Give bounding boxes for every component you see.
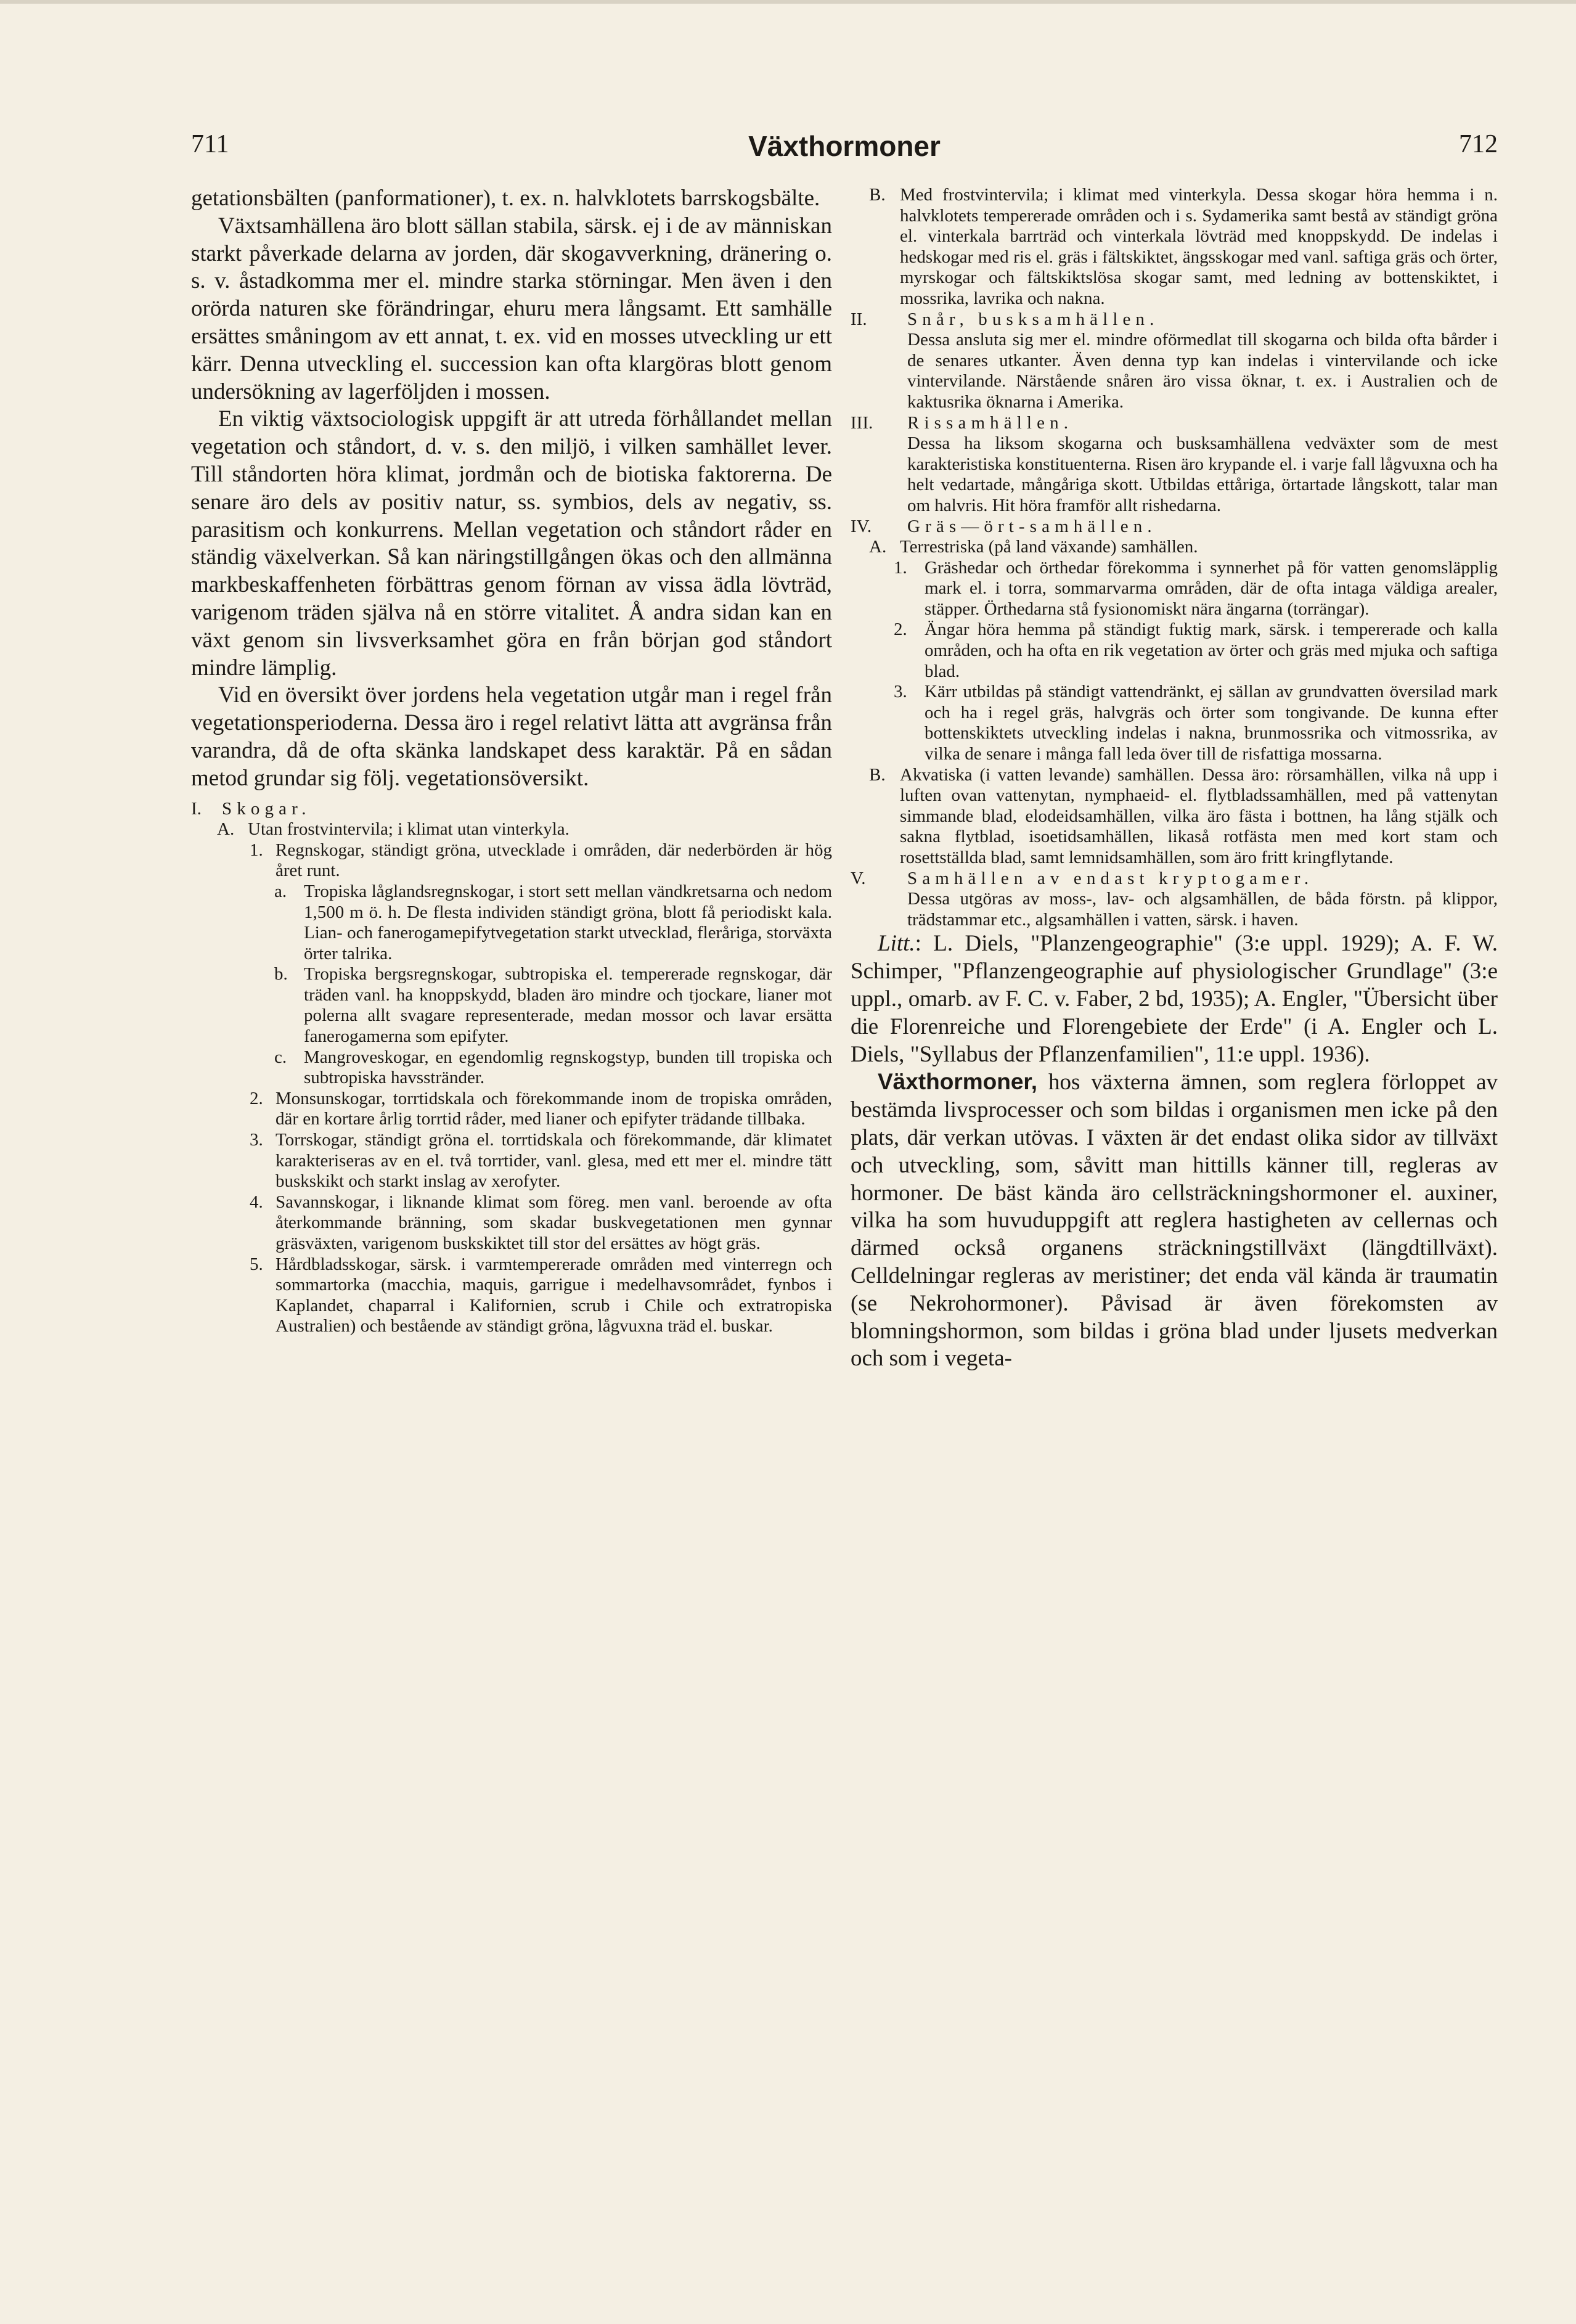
outline-label: A. xyxy=(217,819,235,840)
outline-title: Gräs—ört-samhällen. xyxy=(907,516,1157,536)
article-text: hos växterna ämnen, som reglera förloppet av bestämda livsprocesser och som bildas i organismen men icke på den plats, där verkan utövas. I växten är det endast olika sidor av tillväxt och utveckling, som, såvitt man hittills känner till, regleras av hormoner. De bäst kända äro cellsträckningshormoner el. auxiner, vilka ha som huvuduppgift att reglera hastigheten av cellernas och därmed också organens sträckningstillväxt (längdtillväxt). Celldelningar regleras av meristiner; det enda väl kända är traumatin (se Nekrohormoner). Påvisad är även förekomsten av blomningshormon, som bildas i gröna blad under ljusets medverkan och som i vegeta- xyxy=(851,1070,1498,1372)
article-headword: Växthormoner, xyxy=(878,1069,1038,1095)
outline-item-2 xyxy=(250,1089,832,1130)
outline-item-IV xyxy=(851,517,1498,538)
outline-text: Gräshedar och örthedar förekomma i synnerhet på för vatten genomsläpplig mark el. i torra, sommarvarma områden, där de ofta intaga väldiga arealer, stäpper. Örthedarna stå fysionomiskt nära ängarna (torrängar). xyxy=(925,557,1498,619)
outline-item-A xyxy=(217,819,832,840)
literature-paragraph xyxy=(851,930,1498,1068)
outline-item-B xyxy=(869,185,1498,309)
outline-text: Torrskogar, ständigt gröna el. torrtidskala och förekommande, där klimatet karakteriseras av en el. två torrtider, vanl. glesa, med ett mer el. mindre tätt buskskikt och starkt inslag av xerofyter. xyxy=(276,1130,832,1192)
outline-text: Savannskogar, i liknande klimat som föreg. men vanl. beroende av ofta återkommande bränning, som skadar buskvegetationen men gynnar gräsväxten, varigenom buskskiktet till stor del ersättes av högt gräs. xyxy=(276,1192,832,1253)
outline-label: 5. xyxy=(250,1254,263,1274)
outline-label: A. xyxy=(869,537,887,557)
outline-text: Mangroveskogar, en egendomlig regnskogstyp, bunden till tropiska och subtropiska havsstränder. xyxy=(304,1047,832,1088)
outline-text: Terrestriska (på land växande) samhällen. xyxy=(900,537,1198,557)
outline-item-b xyxy=(274,964,832,1047)
outline-label: B. xyxy=(869,764,886,785)
outline-label: 4. xyxy=(250,1192,263,1212)
outline-title: Snår, busksamhällen. xyxy=(907,309,1159,329)
paragraph: Vid en översikt över jordens hela vegetation utgår man i regel från vegetationsperioderna. Dessa äro i regel relativt lätta att avgränsa från varandra, då de ofta skänka landskapet dess karaktär. På en sådan metod grundar sig följ. vegetationsöversikt. xyxy=(191,682,832,791)
left-column xyxy=(191,185,832,2145)
paragraph: Växtsamhällena äro blott sällan stabila, särsk. ej i de av människan starkt påverkade delarna av jorden, där skogavverkning, dränering o. s. v. åstadkomma mer el. mindre starka störningar. Men även i den orörda naturen ske förändringar, ehuru mera långsamt. Ett samhälle ersättes småningom av ett annat, t. ex. vid en mosses utveckling ur ett kärr. Denna utveckling el. succession kan ofta klargöras blott genom undersökning av lagerföljden i mossen. xyxy=(191,213,832,404)
outline-item-1 xyxy=(250,840,832,882)
literature-text: : L. Diels, "Planzengeographie" (3:e uppl. 1929); A. F. W. Schimper, "Pflanzengeographie auf physiologischer Grundlage" (3:e uppl., omarb. av F. C. v. Faber, 2 bd, 1935); A. Engler, "Übersicht über die Florenreiche und Florengebiete der Erde" (i A. Engler och L. Diels, "Syllabus der Pflanzenfamilien", 11:e uppl. 1936). xyxy=(851,931,1498,1067)
outline-item-3 xyxy=(250,1130,832,1192)
right-column xyxy=(851,185,1498,2158)
outline-item-II xyxy=(851,309,1498,413)
outline-label: 2. xyxy=(250,1088,263,1108)
outline-label: 3. xyxy=(250,1130,263,1150)
outline-item-III xyxy=(851,413,1498,517)
outline-text: Ängar höra hemma på ständigt fuktig mark, särsk. i tempererade och kalla områden, och ha ofta en rik vegetation av örter och gräs med mjuka och saftiga blad. xyxy=(925,620,1498,681)
outline-item-3 xyxy=(894,682,1498,764)
outline-item-2 xyxy=(894,620,1498,682)
page-number-right: 712 xyxy=(1459,130,1498,158)
outline-item-A xyxy=(869,537,1498,558)
outline-label: a. xyxy=(274,881,287,901)
outline-item-4 xyxy=(250,1192,832,1254)
outline-label: 3. xyxy=(894,682,907,702)
outline-label: 1. xyxy=(250,840,263,860)
outline-item-c xyxy=(274,1047,832,1089)
outline-label: II. xyxy=(851,309,867,329)
outline-text: Kärr utbildas på ständigt vattendränkt, ej sällan av grundvatten översilad mark och ha i regel gräs, halvgräs och örter som tongivande. De kunna efter bottenskiktets utveckling indelas i nakna, brunmossrika och vitmossrika, av vilka de senare i många fall leda över till de risfattiga mossarna. xyxy=(925,682,1498,764)
outline-item-I xyxy=(191,799,832,820)
outline-text: Dessa utgöras av moss-, lav- och algsamhällen, de båda förstn. på klippor, trädstammar etc., algsamhällen i vatten, särsk. i haven. xyxy=(907,889,1498,930)
outline-title: Skogar. xyxy=(222,798,311,819)
paragraph: getationsbälten (panformationer), t. ex. n. halvklotets barrskogsbälte. xyxy=(191,186,820,211)
outline-label: c. xyxy=(274,1047,287,1067)
outline-label: IV. xyxy=(851,516,872,536)
outline-label: III. xyxy=(851,412,873,433)
outline-text: Med frostvintervila; i klimat med vinterkyla. Dessa skogar höra hemma i n. halvklotets tempererade områden och i s. Sydamerika samt bestå av ständigt gröna el. vinterkala barrträd och vinterkala lövträd med knoppskydd. De indelas i hedskogar med ris el. gräs i fältskiktet, ängsskogar med vanl. saftiga gräs och örter, myrskogar och fältskiktslösa skogar samt, med ledning av bottenskiktet, i mossrika, lavrika och nakna. xyxy=(900,185,1498,308)
outline-text: Tropiska bergsregnskogar, subtropiska el. tempererade regnskogar, där träden vanl. ha knoppskydd, bladen äro mindre och tjockare, lianer mot polerna allt svagare representerade, medan mossor och lavar ersätta fanerogamerna som epifyter. xyxy=(304,964,832,1047)
outline-label: 2. xyxy=(894,620,907,640)
outline-text: Akvatiska (i vatten levande) samhällen. Dessa äro: rörsamhällen, vilka nå upp i luften ovan vattenytan, nymphaeid- el. flytbladssamhällen, med på vattenytan simmande blad, elodeidsamhällen, vilka äro fästa i bottnen, ha lång stjälk och sakna flytblad, isoetidsamhällen, likaså rotfästa men med kort stam och rosettställda blad, samt lemnidsamhällen, som äro fritt kringflytande. xyxy=(900,764,1498,867)
spacer xyxy=(191,793,832,799)
outline-title: Rissamhällen. xyxy=(907,412,1074,433)
outline-text: Tropiska låglandsregnskogar, i stort sett mellan vändkretsarna och nedom 1,500 m ö. h. De flesta individen ständigt gröna, blott få periodiskt kala. Lian- och fanerogamepifytvegetation starkt utvecklad, fleråriga, storväxta örter talrika. xyxy=(304,881,832,964)
running-title: Växthormoner xyxy=(748,130,941,162)
outline-text: Utan frostvintervila; i klimat utan vinterkyla. xyxy=(248,819,570,840)
paragraph: En viktig växtsociologisk uppgift är att utreda förhållandet mellan vegetation och ståndort, d. v. s. den miljö, i vilken samhället lever. Till ståndorten höra klimat, jordmån och de biotiska faktorerna. De senare äro dels av positiv natur, ss. symbios, dels av negativ, ss. parasitism och konkurrens. Mellan vegetation och ståndort råder en ständig växelverkan. Så kan näringstillgången ökas och den allmänna markbeskaffenheten förbättras genom förnan av vissa ädla lövträd, varigenom träden själva nå en större vitalitet. Å andra sidan kan en växt genom sin livsverksamhet göra en från början god ståndort mindre lämplig. xyxy=(191,406,832,681)
page-header xyxy=(191,129,1498,166)
article-paragraph xyxy=(851,1068,1498,1373)
outline-text: Monsunskogar, torrtidskala och förekommande inom de tropiska områden, där en kortare årlig torrtid råder, med lianer och epifyter trädande tillbaka. xyxy=(276,1088,832,1129)
page-number-left: 711 xyxy=(191,130,229,158)
outline-text: Dessa ha liksom skogarna och busksamhällena vedväxter som de mest karakteristiska konstituenterna. Risen äro krypande el. i varje fall lågvuxna och ha helt vedartade, mångåriga skott. Utbildas ettåriga, örtartade långskott, talar man om halvris. Hit höra framför allt rishedarna. xyxy=(907,433,1498,515)
outline-label: 1. xyxy=(894,557,907,578)
outline-text: Regnskogar, ständigt gröna, utvecklade i områden, där nederbörden är hög året runt. xyxy=(276,840,832,881)
outline-text: Dessa ansluta sig mer el. mindre oförmedlat till skogarna och bilda ofta bårder i de senares utkanter. Även denna typ kan indelas i vintervilande och icke vintervilande. Närstående snåren äro vissa öknar, t. ex. i Australien och de kaktusrika öknarna i Amerika. xyxy=(907,330,1498,412)
scan-top-edge xyxy=(0,0,1576,4)
outline-label: V. xyxy=(851,868,866,888)
outline-title: Samhällen av endast kryptogamer. xyxy=(907,868,1314,888)
outline-item-V xyxy=(851,869,1498,931)
outline-item-1 xyxy=(894,558,1498,620)
outline-label: b. xyxy=(274,964,288,984)
outline-label: B. xyxy=(869,185,886,205)
outline-item-a xyxy=(274,882,832,964)
outline-text: Hårdbladsskogar, särsk. i varmtempererade områden med vinterregn och sommartorka (macchia, maquis, garrigue i medelhavsområdet, fynbos i Kaplandet, chaparral i Kalifornien, scrub i Chile och extratropiska Australien) och bestående av ständigt gröna, lågvuxna träd el. buskar. xyxy=(276,1254,832,1336)
outline-item-5 xyxy=(250,1254,832,1337)
literature-label: Litt. xyxy=(878,931,915,957)
outline-item-B xyxy=(869,765,1498,869)
outline-label: I. xyxy=(191,798,202,819)
